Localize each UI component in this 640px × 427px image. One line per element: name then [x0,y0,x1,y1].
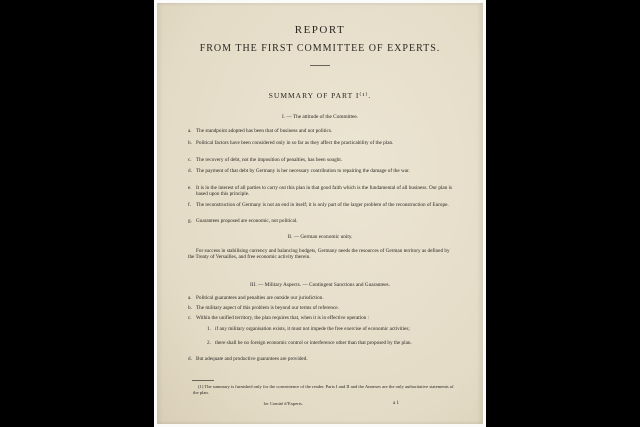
title-rule [310,65,330,66]
section-1-item-e: e. It is in the interest of all parties to carry out this plan in that good faith which is the fundamental of all business. Our plan is based upon this principle. [188,185,453,198]
section-3-item-b: b. The military aspect of this problem is beyond our terms of reference. [188,305,339,311]
section-3-subitem-1: 1. if any military organisation exists, it must not impede the free exercise of economic activities; [207,326,410,332]
section-1-item-c: c. The recovery of debt, not the imposition of penalties, has been sought. [188,157,343,163]
section-2-paragraph: For success in stabilising currency and balancing budgets, Germany needs the resources of German territory as defined by the Treaty of Versailles, and free economic activity therein. [188,248,450,261]
report-subtitle: FROM THE FIRST COMMITTEE OF EXPERTS. [199,43,441,54]
report-title: REPORT [294,24,346,36]
section-1-heading: I. — The attitude of the Committee. [281,114,359,120]
section-3-item-d: d. But adequate and productive guarantees are provided. [188,356,308,362]
section-3-item-c: c. Within the unified territory, the plan requires that, when it is in effective operation : [188,315,370,321]
footnote-rule [192,380,214,381]
section-1-item-d: d. The payment of that debt by Germany is her necessary contribution to repairing the damage of the war. [188,168,410,174]
section-3-item-a: a. Political guarantees and penalties are outside our jurisdiction. [188,295,324,301]
document-page [157,3,483,424]
section-2-heading: II. — German economic unity. [287,234,353,240]
section-3-subitem-2: 2. there shall be no foreign economic control or interference other than that proposed by the plan. [207,340,412,346]
printer-mark: 1er Comité d’Experts. [263,401,303,406]
section-1-item-a: a. The standpoint adopted has been that of business and not politics. [188,128,333,134]
summary-heading: SUMMARY OF PART I⁽¹⁾. [268,91,372,100]
footnote: (1) The summary is furnished only for the convenience of the reader. Parts I and II and the Annexes are the only authoritative statements of the plan. [193,384,454,395]
section-1-item-b: b. Political factors have been considered only in so far as they affect the practicability of the plan. [188,140,394,146]
signature-mark: a 1 [393,401,399,406]
section-1-item-f: f. The reconstruction of Germany is not an end in itself; it is only part of the larger problem of the reconstruction of Europe. [188,202,449,208]
section-3-heading: III. — Military Aspects. — Contingent Sanctions and Guarantees. [250,282,390,288]
section-1-item-g: g. Guarantees proposed are economic, not political. [188,218,298,224]
